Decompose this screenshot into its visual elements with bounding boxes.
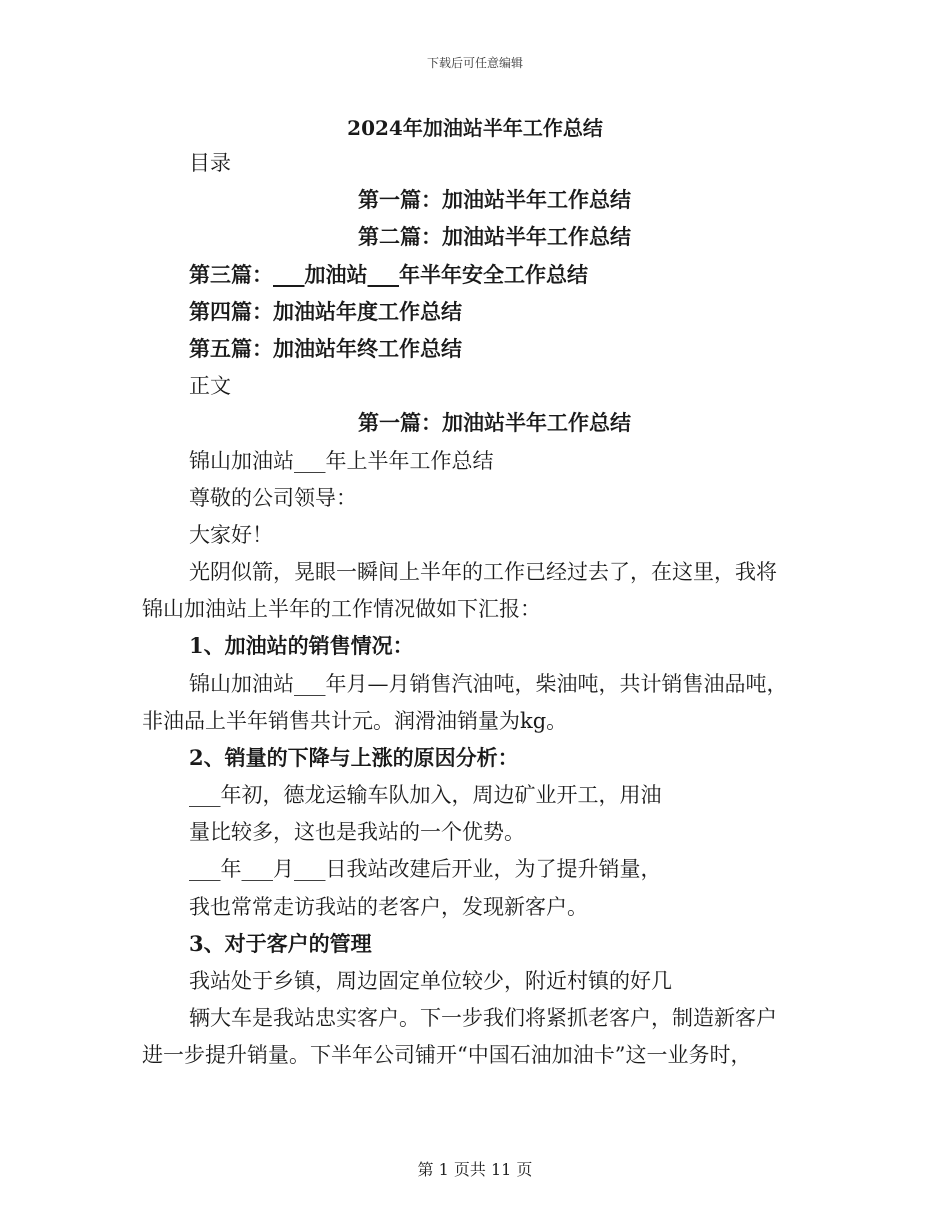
paragraph-line: 辆大车是我站忠实客户。下一步我们将紧抓老客户，制造新客户 <box>189 1006 777 1030</box>
page-number: 第 1 页共 11 页 <box>417 1160 533 1179</box>
document-title: 2024年加油站半年工作总结 <box>347 116 603 140</box>
subheading: 2、销量的下降与上涨的原因分析： <box>189 745 519 770</box>
paragraph-line: 量比较多，这也是我站的一个优势。 <box>189 820 525 844</box>
toc-item-3: 第三篇：___加油站___年半年安全工作总结 <box>189 262 588 287</box>
paragraph-line: 进一步提升销量。下半年公司铺开“中国石油加油卡”这一业务时， <box>142 1043 752 1067</box>
toc-item-1: 第一篇：加油站半年工作总结 <box>358 187 631 212</box>
page-header-note: 下载后可任意编辑 <box>426 56 523 70</box>
paragraph-line: 尊敬的公司领导： <box>189 486 357 510</box>
paragraph-line: 锦山加油站上半年的工作情况做如下汇报： <box>142 597 541 621</box>
paragraph-line: 锦山加油站___年上半年工作总结 <box>189 449 494 473</box>
paragraph-line: ___年初，德龙运输车队加入，周边矿业开工，用油 <box>189 783 662 807</box>
toc-item-5: 第五篇：加油站年终工作总结 <box>189 336 462 361</box>
paragraph-line: 大家好！ <box>189 523 273 547</box>
subheading: 3、对于客户的管理 <box>189 931 372 956</box>
toc-heading: 目录 <box>189 151 231 175</box>
toc-item-4: 第四篇：加油站年度工作总结 <box>189 299 462 324</box>
paragraph-line: 我站处于乡镇，周边固定单位较少，附近村镇的好几 <box>189 969 672 993</box>
subheading: 1、加油站的销售情况： <box>189 633 414 658</box>
paragraph-line: 非油品上半年销售共计元。润滑油销量为kg。 <box>142 709 568 733</box>
section-title: 第一篇：加油站半年工作总结 <box>358 410 631 435</box>
body-heading: 正文 <box>189 374 231 398</box>
paragraph-line: 我也常常走访我站的老客户，发现新客户。 <box>189 895 588 919</box>
paragraph-line: ___年___月___日我站改建后开业，为了提升销量， <box>189 857 662 881</box>
paragraph-line: 光阴似箭，晃眼一瞬间上半年的工作已经过去了，在这里，我将 <box>189 560 777 584</box>
paragraph-line: 锦山加油站___年月—月销售汽油吨，柴油吨，共计销售油品吨， <box>189 672 788 696</box>
toc-item-2: 第二篇：加油站半年工作总结 <box>358 224 631 249</box>
